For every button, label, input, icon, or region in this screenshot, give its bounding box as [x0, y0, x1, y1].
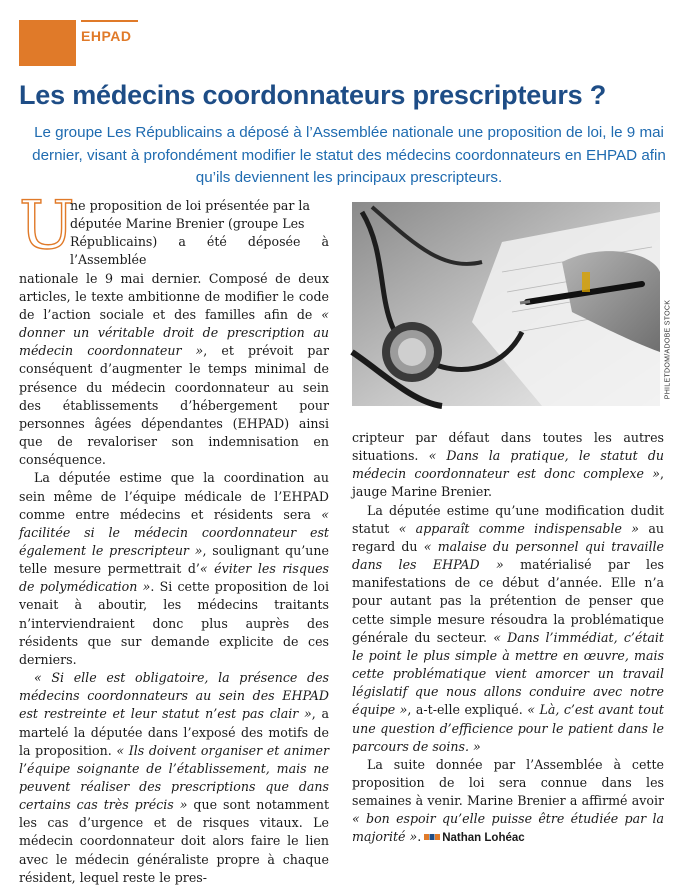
author-name: Nathan Lohéac	[442, 832, 525, 845]
paragraph-4-text-d: , a-t-elle expliqué.	[407, 702, 528, 718]
paragraph-5-text-b: .	[417, 829, 422, 845]
intro-line-1: ne proposition de loi présentée par la	[70, 198, 310, 213]
article-title: Les médecins coordonnateurs prescripteurs ?	[19, 80, 607, 110]
paragraph-2-quote-2: « éviter les risques de polymédication »	[19, 561, 329, 595]
paragraph-2-text-c: . Si cette proposition de loi venait à aboutir, les médecins traitants n’interviendraient donc plus auprès des résidents que sur demande explicite de ces derniers.	[19, 579, 329, 667]
article-photo	[352, 202, 660, 406]
signature-mark-icon	[424, 834, 440, 840]
paragraph-1	[19, 197, 329, 469]
paragraph-3	[19, 669, 329, 887]
paragraph-5	[352, 756, 664, 848]
article-lead: Le groupe Les Républicains a déposé à l’Assemblée nationale une proposition de loi, le 9 mai dernier, visant à profondément modifier le statut des médecins coordonnateurs en EHPAD afin qu’ils deviennent les principaux prescripteurs.	[32, 124, 666, 186]
paragraph-4-text-c: matérialisé par les manifestations de ce début d’année. Elle n’a pour autant pas la prétention de penser que cette simple mesure résoudra la problématique générale du secteur.	[352, 557, 664, 645]
paragraph-3-text-a: , a martelé la députée dans l’exposé des motifs de la proposition.	[19, 706, 330, 758]
section-tag	[19, 20, 219, 66]
paragraph-2-text-b: , soulignant qu’une telle mesure permettrait d’	[19, 542, 329, 577]
paragraph-5-quote-1: « bon espoir qu’elle puisse être étudiée par la majorité »	[352, 811, 664, 845]
paragraph-3-quote-3: « Dans la pratique, le statut du médecin coordonnateur est donc complexe »	[352, 448, 665, 482]
column-left	[19, 197, 329, 887]
paragraph-3-quote-1: « Si elle est obligatoire, la présence des médecins coordonnateurs au sein des EHPAD est restreinte et leur statut n’est pas clair »	[19, 670, 329, 722]
paragraph-5-text-a: La suite donnée par l’Assemblée à cette proposition de loi sera connue dans les semaines à venir. Marine Brenier a affirmé avoir	[352, 756, 664, 809]
photo-credit	[662, 299, 674, 402]
paragraph-3-text-b: que sont notamment les cas d’urgence et de risques vitaux. Le médecin coordonnateur doit alors faire le lien avec le médecin généraliste propre à chaque résident, lequel reste le pres-	[19, 797, 329, 885]
paragraph-2-quote-1: « facilitée si le médecin coordonnateur est également le prescripteur »	[19, 506, 329, 558]
intro-line-2: députée Marine Brenier (groupe Les	[70, 216, 305, 232]
paragraph-1-quote-1: « donner un véritable droit de prescription au médecin coordonnateur »	[19, 306, 329, 359]
paragraph-4	[352, 502, 664, 756]
paragraph-4-text-a: La députée estime qu’une modification dudit statut	[352, 502, 664, 536]
paragraph-3-text-c: , jauge Marine Brenier.	[352, 466, 664, 500]
section-tag-label: EHPAD	[81, 28, 132, 44]
paragraph-1-text-b: , et prévoit par conséquent d’augmenter le temps minimal de présence du médecin coordonnateur au sein des établissements d’hébergement pour personnes âgées dépendantes (EHPAD) ainsi que de revaloriser son indemnisation en conséquence.	[19, 343, 329, 468]
section-tag-rule	[81, 20, 138, 22]
paragraph-4-quote-3: « Dans l’immédiat, c’était le point le plus simple à mettre en œuvre, mais cette problématique vient amorcer un travail législatif que nous allons conduire avec notre équipe »	[352, 629, 664, 718]
paragraph-4-quote-1: « apparaît comme indispensable »	[398, 520, 640, 536]
paragraph-4-quote-4: « Là, c’est avant tout une question d’efficience pour le patient dans le parcours de soins. »	[352, 702, 664, 754]
paragraph-4-text-b: au regard du	[352, 520, 664, 554]
paragraph-2	[19, 469, 329, 669]
stethoscope-photo-illustration	[352, 202, 660, 406]
column-right	[352, 429, 664, 848]
photo-credit-text: PHILETDOM/ADOBE STOCK	[664, 299, 672, 400]
paragraph-3-continued	[352, 429, 664, 502]
drop-cap-glyph: U	[19, 187, 75, 264]
paragraph-4-quote-2: « malaise du personnel qui travaille dans les EHPAD »	[352, 538, 664, 573]
intro-line-3: Républicains) a été déposée à l’Assemblée	[70, 234, 329, 268]
paragraph-3-quote-2: « Ils doivent organiser et animer l’équipe soignante de l’établissement, mais ne peuvent réaliser des prescriptions que dans certains cas très précis »	[19, 742, 329, 813]
section-tag-square	[19, 20, 76, 66]
paragraph-3-cont-text: cripteur par défaut dans toutes les autres situations.	[352, 430, 664, 464]
paragraph-1-text-a: nationale le 9 mai dernier. Composé de deux articles, le texte ambitionne de modifier le code de l’action sociale et des familles afin de	[19, 270, 329, 322]
paragraph-2-text-a: La députée estime que la coordination au sein même de l’équipe médicale de l’EHPAD comme entre médecins et résidents sera	[19, 470, 329, 522]
